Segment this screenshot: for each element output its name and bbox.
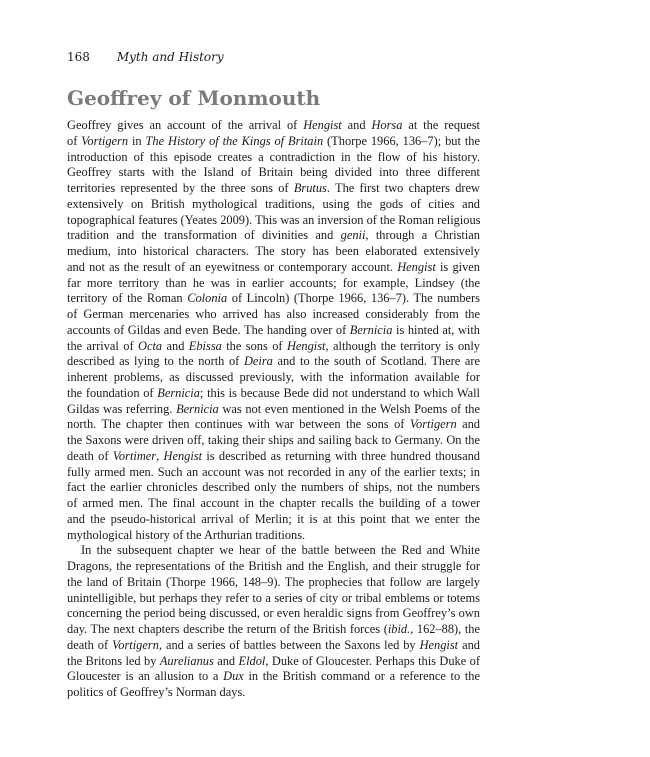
text-line: Gildas was referring. Bernicia was not even mentioned in the Welsh Poems of the	[67, 401, 480, 416]
text-line: introduction of this episode creates a contradiction in the flow of his history.	[67, 149, 480, 164]
text-line: Geoffrey gives an account of the arrival of Hengist and Horsa at the request	[67, 118, 481, 132]
italic-term: Deira	[243, 354, 273, 369]
text-line: the Britons led by Aurelianus and Eldol, Duke of Gloucester. Perhaps this Duke of	[67, 653, 480, 668]
text-line: territory of the Roman Colonia of Lincoln) (Thorpe 1966, 136–7). The numbers	[67, 291, 480, 306]
text-line: Gloucester is an allusion to a Dux in the British command or a reference to the	[67, 669, 480, 684]
text-line: the Saxons were driven off, taking their ships and sailing back to Germany. On the	[67, 433, 480, 447]
section-heading: Geoffrey of Monmouth	[67, 86, 321, 110]
italic-term: Colonia	[187, 291, 228, 306]
text-line: unintelligible, but perhaps they refer to a series of city or tribal emblems or totems	[67, 590, 480, 605]
text-line: and not as the result of an eyewitness or contemporary account. Hengist is given	[67, 259, 480, 274]
italic-term: Vortigern	[81, 133, 129, 148]
body-text	[67, 118, 480, 701]
text-line: extensively on British mythological traditions, using the gods of cities and	[67, 196, 480, 211]
text-line: the land of Britain (Thorpe 1966, 148–9). The prophecies that follow are largely	[67, 574, 480, 589]
italic-term: Horsa	[371, 118, 403, 132]
italic-term: Bernicia	[176, 401, 219, 416]
text-line: territories represented by the three sons of Brutus. The first two chapters drew	[67, 181, 480, 195]
text-line: death of Vortimer, Hengist is described as returning with three hundred thousand	[67, 448, 480, 463]
italic-term: ibid.	[387, 622, 411, 636]
italic-term: Bernicia	[157, 385, 200, 400]
text-line: north. The chapter then continues with war between the sons of Vortigern and	[67, 417, 480, 432]
italic-term: Hengist	[303, 118, 342, 132]
text-line: described as lying to the north of Deira and to the south of Scotland. There are	[67, 354, 480, 369]
text-line: the foundation of Bernicia; this is because Bede did not understand to which Wall	[67, 385, 481, 400]
text-line: death of Vortigern, and a series of battles between the Saxons led by Hengist and	[67, 637, 480, 652]
italic-term: Eldol	[238, 653, 266, 668]
text-line: the arrival of Octa and Ebissa the sons of Hengist, although the territory is only	[67, 338, 480, 353]
text-line: concerning the period being discussed, or even heraldic signs from Geoffrey’s own	[67, 606, 480, 621]
text-line: accounts of Gildas and even Bede. The handing over of Bernicia is hinted at, with	[67, 322, 480, 337]
text-line: medium, into historical characters. The story has been elaborated extensively	[67, 244, 480, 258]
text-line: and the pseudo-historical arrival of Merlin; it is at this point that we enter the	[67, 511, 480, 526]
italic-term: Hengist	[286, 338, 326, 353]
italic-term: Brutus	[293, 181, 327, 195]
italic-term: Vortimer	[112, 448, 157, 463]
italic-term: genii	[340, 228, 366, 243]
text-line: topographical features (Yeates 2009). This was an inversion of the Roman religious	[67, 212, 481, 227]
italic-term: Vortigern	[409, 417, 457, 432]
italic-term: Bernicia	[349, 322, 393, 337]
text-line: of armed men. The final account in the chapter recalls the building of a tower	[67, 496, 480, 510]
page-number: 168	[67, 50, 90, 64]
paragraph	[67, 543, 480, 701]
italic-term: Hengist	[397, 259, 436, 274]
text-line: mythological history of the Arthurian traditions.	[67, 527, 306, 542]
italic-term: Octa	[138, 338, 163, 353]
paragraph	[67, 118, 480, 543]
italic-term: Aurelianus	[159, 653, 214, 668]
running-title: Myth and History	[116, 50, 224, 64]
italic-term: The History of the Kings of Britain	[145, 133, 324, 148]
italic-term: Hengist	[163, 448, 203, 463]
text-line: Dragons, the representations of the British and the English, and their struggle for	[67, 559, 480, 573]
italic-term: Hengist	[419, 637, 459, 652]
text-line: In the subsequent chapter we hear of the battle between the Red and White	[81, 543, 480, 558]
text-line: day. The next chapters describe the return of the British forces (ibid., 162–88), the	[67, 622, 480, 636]
text-line: Geoffrey starts with the Island of Britain being divided into three different	[67, 165, 480, 180]
text-line: far more territory than he was in earlier accounts; for example, Lindsey (the	[67, 275, 480, 290]
text-line: fact the earlier chronicles described only the numbers of ships, not the numbers	[67, 480, 480, 495]
italic-term: Dux	[223, 669, 244, 684]
text-line: politics of Geoffrey’s Norman days.	[67, 685, 246, 699]
text-line: inherent problems, as discussed previously, with the information available for	[67, 370, 480, 384]
italic-term: Ebissa	[188, 338, 222, 353]
running-head	[67, 50, 224, 64]
text-line: tradition and the transformation of divinities and genii, through a Christian	[67, 228, 480, 243]
text-line: of German mercenaries who arrived has also increased considerably from the	[67, 307, 480, 321]
text-line: fully armed men. Such an account was not recorded in any of the earlier texts; in	[67, 464, 480, 479]
italic-term: Vortigern	[112, 637, 159, 652]
text-line: of Vortigern in The History of the Kings of Britain (Thorpe 1966, 136–7); but the	[67, 133, 480, 148]
